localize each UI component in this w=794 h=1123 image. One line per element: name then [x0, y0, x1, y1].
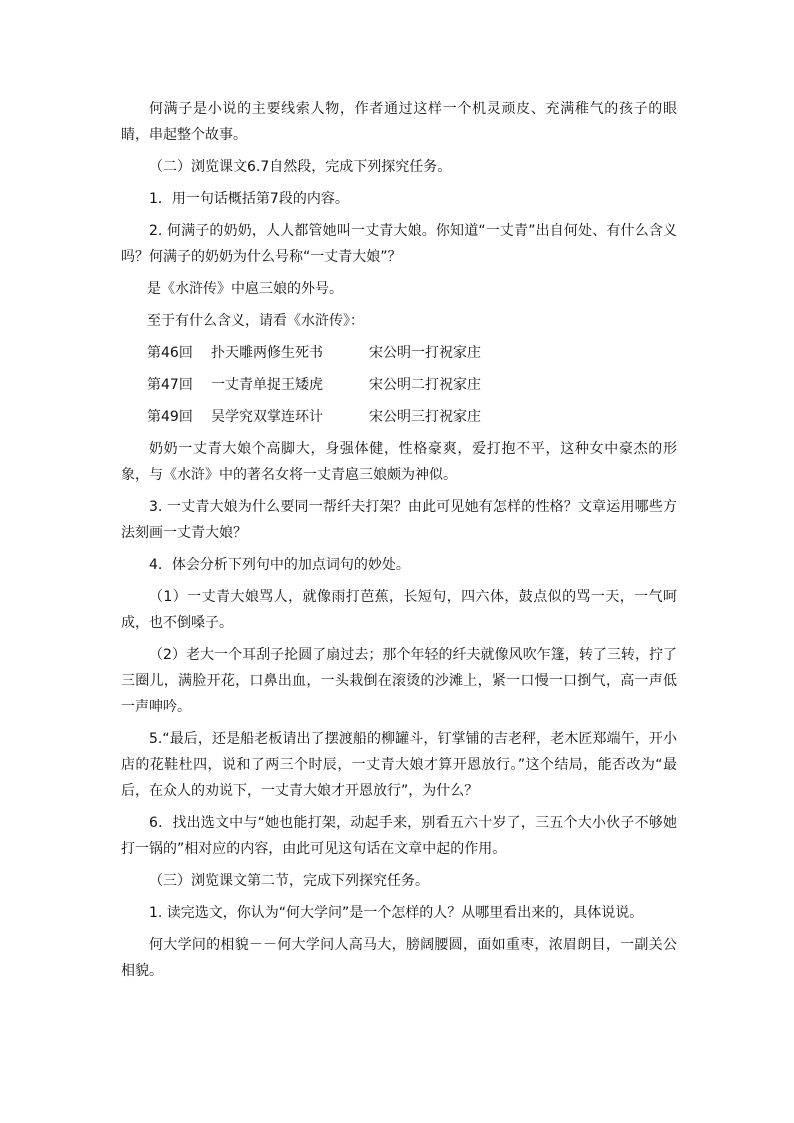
question-2-4: 4．体会分析下列句中的加点词句的妙处。 — [149, 557, 410, 573]
question-2-3: 3. 一丈青大娘为什么要同一帮纤夫打架？由此可见她有怎样的性格？文章运用哪些方法刻画一丈青大娘？ — [121, 499, 677, 541]
answer-appearance: 何大学问的相貌－－何大学问人高马大，膀阔腰圆，面如重枣，浓眉朗目，一副关公相貌。 — [121, 937, 677, 979]
section-3-heading: （三）浏览课文第二节，完成下列探究任务。 — [149, 873, 429, 889]
paragraph-grandma: 奶奶一丈青大娘个高脚大，身强体健，性格豪爽，爱打抱不平，这种女中豪杰的形象，与《水浒》中的著名女将一丈青扈三娘颇为神似。 — [121, 441, 677, 483]
sentence-1: （1）一丈青大娘骂人，就像雨打芭蕉，长短句，四六体，鼓点似的骂一天，一气呵成，也不倒嗓子。 — [121, 589, 677, 631]
question-2-2: 2. 何满子的奶奶，人人都管她叫一丈青大娘。你知道“一丈青”出自何处、有什么含义吗？何满子的奶奶为什么号称“一丈青大娘”？ — [121, 223, 677, 265]
section-2-heading: （二）浏览课文6.7自然段，完成下列探究任务。 — [149, 159, 452, 175]
episode-number: 第47回 — [147, 377, 193, 393]
episode-title-2: 宋公明三打祝家庄 — [369, 409, 481, 425]
question-2-1: 1．用一句话概括第7段的内容。 — [149, 191, 349, 207]
answer-nickname: 是《水浒传》中扈三娘的外号。 — [147, 281, 343, 297]
document-body — [121, 96, 677, 984]
episode-line — [121, 340, 677, 366]
episode-title-1: 吴学究双掌连环计 — [211, 409, 323, 425]
question-2-6: 6．找出选文中与“她也能打架，动起手来，别看五六十岁了，三五个大小伙子不够她打一锅的”相对应的内容，由此可见这句话在文章中起的作用。 — [121, 815, 677, 857]
episode-line — [121, 404, 677, 430]
episode-number: 第46回 — [147, 345, 193, 361]
episode-title-1: 一丈青单捉王矮虎 — [211, 377, 323, 393]
question-3-1: 1. 读完选文，你认为“何大学问”是一个怎样的人？从哪里看出来的，具体说说。 — [149, 905, 644, 921]
episode-number: 第49回 — [147, 409, 193, 425]
episode-title-2: 宋公明二打祝家庄 — [369, 377, 481, 393]
sentence-2: （2）老大一个耳刮子抡圆了扇过去；那个年轻的纤夫就像风吹乍篷，转了三转，拧了三圈儿，满脸开花，口鼻出血，一头栽倒在滚烫的沙滩上，紧一口慢一口捯气，高一声低一声呻吟。 — [121, 647, 677, 715]
answer-meaning-intro: 至于有什么含义，请看《水浒传》： — [147, 313, 364, 329]
question-2-5: 5.“最后，还是船老板请出了摆渡船的柳罐斗，钉掌铺的吉老秤，老木匠郑端午，开小店的花鞋杜四，说和了两三个时辰，一丈青大娘才算开恩放行。”这个结局，能否改为“最后，在众人的劝说下，一丈青大娘才开恩放行”，为什么？ — [121, 731, 677, 799]
episode-title-1: 扑天雕两修生死书 — [211, 345, 323, 361]
episode-title-2: 宋公明一打祝家庄 — [369, 345, 481, 361]
paragraph-intro: 何满子是小说的主要线索人物，作者通过这样一个机灵顽皮、充满稚气的孩子的眼睛，串起整个故事。 — [121, 101, 677, 143]
episode-line — [121, 372, 677, 398]
